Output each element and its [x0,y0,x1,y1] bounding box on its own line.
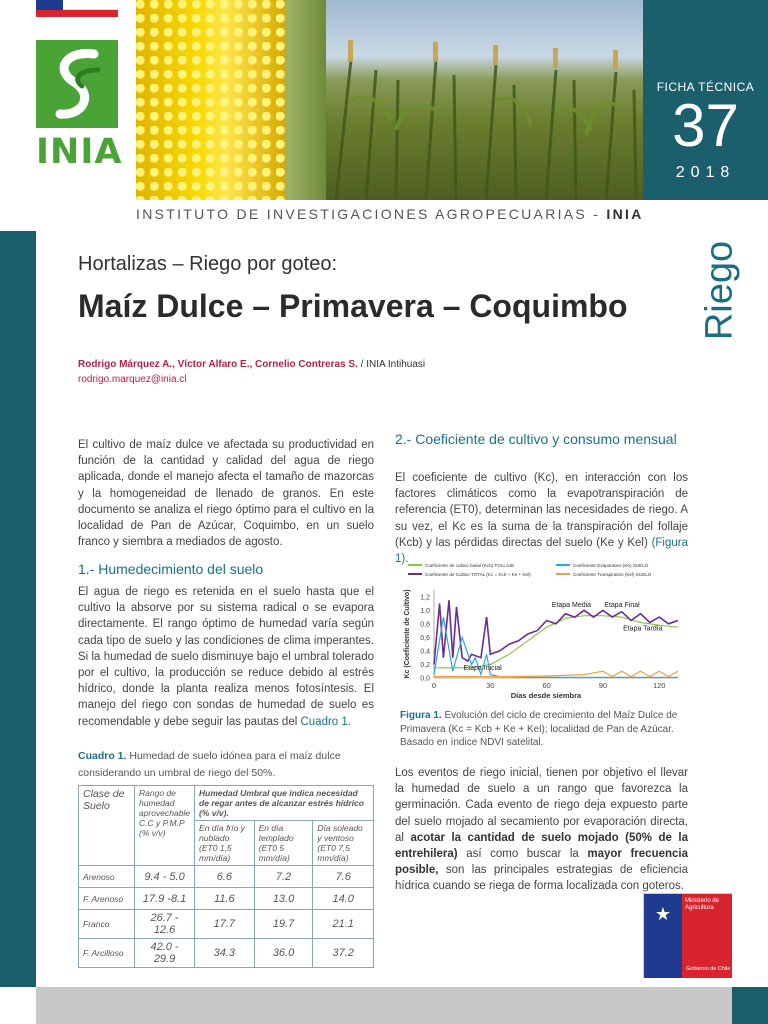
figure-1-caption: Figura 1. Evolución del ciclo de crecimiento del Maíz Dulce de Primavera (Kc = Kcb + Ke + Kel); localidad de Pan de Azúcar. Basado en índice NDVI satelital. [400,710,678,748]
riego-side-tag: Riego [698,240,741,341]
stage-annotation: Etapa Final [604,601,640,609]
x-tick-label: 90 [598,681,608,690]
inia-logo-text: INIA [36,132,123,172]
article-subtitle: Hortalizas – Riego por goteo: [78,253,338,275]
ficha-tecnica-box [643,0,768,200]
star-icon: ★ [654,904,672,924]
header-rango: Rango de humedad aprovechable C.C y P.M.P (% v/v) [135,786,195,866]
header-soleado: Día soleado y ventoso (ET0 7,5 mm/día) [313,821,374,866]
authors-line [78,359,425,370]
x-tick-label: 30 [486,681,495,690]
x-tick-label: 60 [542,681,551,690]
y-tick-label: 0,0 [420,675,430,683]
y-tick-label: 0,6 [420,634,430,642]
ficha-year: 2018 [675,164,736,181]
y-tick-label: 0,2 [420,661,430,669]
section-1-paragraph: El agua de riego es retenida en el suelo hasta que el cultivo la absorve por su sistema radical o se evapora directamente. El rango óptimo de humedad varía según cada tipo de suelo y las condiciones de clima imperantes. Si la humedad de suelo disminuye bajo el umbral tolerado por el cultivo, la producción se reduce debido al estrés hídrico, donde la planta realiza menos fotosíntesis. El manejo del riego con sondas de humedad de suelo es recomendable y debe seguir las pautas del Cuadro 1. [78,586,374,728]
cuadro-1-link[interactable]: Cuadro 1 [300,715,348,728]
soil-moisture-table [78,785,374,968]
x-tick-label: 120 [652,681,666,690]
header-umbral: Humedad Umbral que indica necesidad de regar antes de alcanzar estrés hídrico (% v/v). [195,786,374,821]
legend-entry: Coeficiente de Cultivo TOTAL (Kc = Kcb + Ke + Kel) [425,572,531,577]
ministerio-agricultura-logo [643,893,732,978]
author-names: Rodrigo Márquez A., Víctor Alfaro E., Cornelio Contreras S. [78,359,358,370]
kc-chart [396,560,686,700]
section-2-paragraph: El coeficiente de cultivo (Kc), en interacción con los factores climáticos como la evapotranspiración de referencia (ET0), determinan las necesidades de riego. A su vez, el Kc es la suma de la transpiración del follaje (Kcb) y las pérdidas directas del suelo (Ke y Kel) (Figura 1). [395,472,688,566]
ficha-number: 37 [672,92,739,159]
legend-entry: Coeficiente de cultivo basal (Kcb) FOLLAJE [425,563,515,568]
author-email-link[interactable]: rodrigo.marquez@inia.cl [78,374,187,385]
inia-logo [36,40,123,172]
y-tick-label: 0,4 [420,648,430,656]
left-teal-bar [0,231,36,987]
header-templado: En día templado (ET0 5 mm/día) [254,821,313,866]
y-tick-label: 1,0 [420,607,430,615]
footer-bar [36,987,732,1024]
table-row: Franco 26.7 - 12.6 17.7 19.7 21.1 [79,910,374,939]
ficha-label: FICHA TÉCNICA [656,80,755,94]
table-row: Arenoso 9.4 - 5.0 6.6 7.2 7.6 [79,866,374,888]
intro-paragraph: El cultivo de maíz dulce ve afectada su productividad en función de la cantidad y calidad del agua de riego aplicada, donde el manejo afecta el tamaño de mazorcas y la homogeneidad de llenado de granos. En este documento se analiza el riego óptimo para el cultivo en la localidad de Pan de Azúcar, Coquimbo, en un suelo franco y siembra a mediados de agosto. [78,439,374,549]
inia-logo-mark [36,40,118,128]
y-axis-label: Kc (Coeficiente de Cultivo) [404,589,411,679]
y-tick-label: 1,2 [420,594,430,602]
header-frio: En día frío y nublado (ET0 1,5 mm/día) [195,821,255,866]
table-row: F. Arenoso 17.9 -8.1 11.6 13.0 14.0 [79,888,374,910]
stage-annotation: Etapa Media [551,601,592,609]
series-line [434,671,678,676]
x-axis-label: Días desde siembra [510,691,582,700]
header-clase: Clase de Suelo [79,786,135,866]
stage-annotation: Etapa Inicial [463,664,502,672]
legend-entry: Coeficiente Transpirativo (Kel) SUELO [573,572,652,577]
section-2-paragraph-2: Los eventos de riego inicial, tienen por objetivo el llevar la humedad de suelo a un rango que favorezca la germinación. Cada evento de riego deja expuesto parte del suelo mojado al secamiento por evaporación directa, al acotar la cantidad de suelo mojado (50% de la entrehilera) así como buscar la mayor frecuencia posible, son las principales estrategias de eficiencia hídrica cuando se riega de forma localizada con goteros. [395,767,688,893]
y-tick-label: 0,8 [420,621,430,629]
figura-1-link[interactable]: (Figura 1) [395,536,688,566]
chile-flag-stripe [36,0,118,17]
section-2-heading: 2.- Coeficiente de cultivo y consumo mensual [395,431,677,447]
affiliation: / INIA Intihuasi [357,359,426,370]
corn-field-photo [136,0,643,200]
footer-teal-block [732,987,768,1024]
cuadro-1-caption: Cuadro 1. Humedad de suelo idónea para el maíz dulce considerando un umbral de riego del 50%. [78,750,341,779]
ministerio-name: Ministerio de Agricultura [682,894,732,978]
legend-entry: Coeficiente Evaporativo (Ke) SUELO [573,563,649,568]
institute-name: INSTITUTO DE INVESTIGACIONES AGROPECUARIAS - INIA [136,206,644,222]
section-1-heading: 1.- Humedecimiento del suelo [78,561,264,577]
x-tick-label: 0 [431,681,437,690]
stage-annotation: Etapa Tardía [623,625,663,633]
article-title: Maíz Dulce – Primavera – Coquimbo [78,288,628,324]
table-row: F. Arcilloso 42.0 - 29.9 34.3 36.0 37.2 [79,939,374,968]
gobierno-label: Gobierno de Chile [686,966,731,972]
